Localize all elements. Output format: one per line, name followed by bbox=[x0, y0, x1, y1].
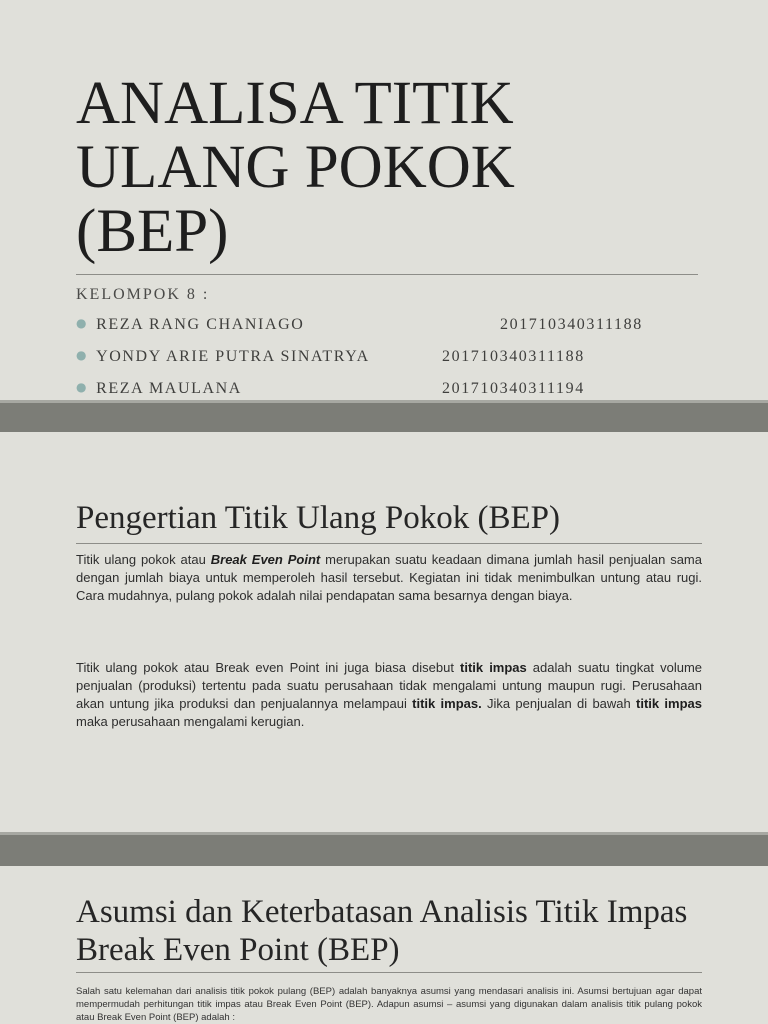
member-name: REZA RANG CHANIAGO bbox=[96, 316, 305, 333]
slide-title-heading bbox=[76, 72, 515, 264]
member-item bbox=[76, 348, 585, 366]
assumptions-divider-line bbox=[76, 972, 702, 973]
member-name: YONDY ARIE PUTRA SINATRYA bbox=[96, 348, 370, 365]
title-line-2: ULANG POKOK bbox=[76, 134, 515, 201]
member-nim: 201710340311188 bbox=[500, 316, 643, 333]
bullet-icon: ● bbox=[76, 380, 89, 394]
definition-paragraph-2: Titik ulang pokok atau Break even Point ini juga biasa disebut titik impas adalah suatu tingkat volume penjualan (produksi) tertentu pada suatu perusahaan tidak mengalami untung maupun rugi. Perusahaan akan untung jika produksi dan penjualannya melampaui titik impas. Jika penjualan di bawah titik impas maka perusahaan mengalami kerugian. bbox=[76, 660, 702, 729]
definition-paragraph-1: Titik ulang pokok atau Break Even Point merupakan suatu keadaan dimana jumlah hasil penjualan sama dengan jumlah biaya untuk memperoleh hasil tersebut. Kegiatan ini tidak menimbulkan untung atau rugi. Cara mudahnya, pulang pokok adalah nilai pendapatan sama besarnya dengan biaya. bbox=[76, 552, 702, 603]
definition-heading: Pengertian Titik Ulang Pokok (BEP) bbox=[76, 500, 561, 536]
member-nim: 201710340311194 bbox=[442, 380, 585, 397]
member-item bbox=[76, 380, 585, 398]
title-line-1: ANALISA TITIK bbox=[76, 70, 514, 137]
title-divider-line bbox=[76, 274, 698, 275]
member-nim: 201710340311188 bbox=[442, 348, 585, 365]
member-item bbox=[76, 316, 643, 334]
title-line-3: (BEP) bbox=[76, 198, 229, 265]
slide-definition bbox=[0, 432, 768, 832]
assumptions-paragraph: Salah satu kelemahan dari analisis titik pokok pulang (BEP) adalah banyaknya asumsi yang mendasari analisis ini. Asumsi bertujuan agar dapat mempermudah perhitungan titik impas atau Break Even Point (BEP). Adapun asumsi – asumsi yang digunakan dalam analisis titik pulang pokok atau Break Even Point (BEP) adalah : bbox=[76, 986, 702, 1023]
assumptions-heading: Asumsi dan Keterbatasan Analisis Titik Impas Break Even Point (BEP) bbox=[76, 894, 688, 968]
bullet-icon: ● bbox=[76, 316, 89, 330]
slide-divider bbox=[0, 832, 768, 866]
slide-divider bbox=[0, 400, 768, 432]
group-label: KELOMPOK 8 : bbox=[76, 286, 210, 303]
definition-divider-line bbox=[76, 543, 702, 544]
member-name: REZA MAULANA bbox=[96, 380, 242, 397]
bullet-icon: ● bbox=[76, 348, 89, 362]
